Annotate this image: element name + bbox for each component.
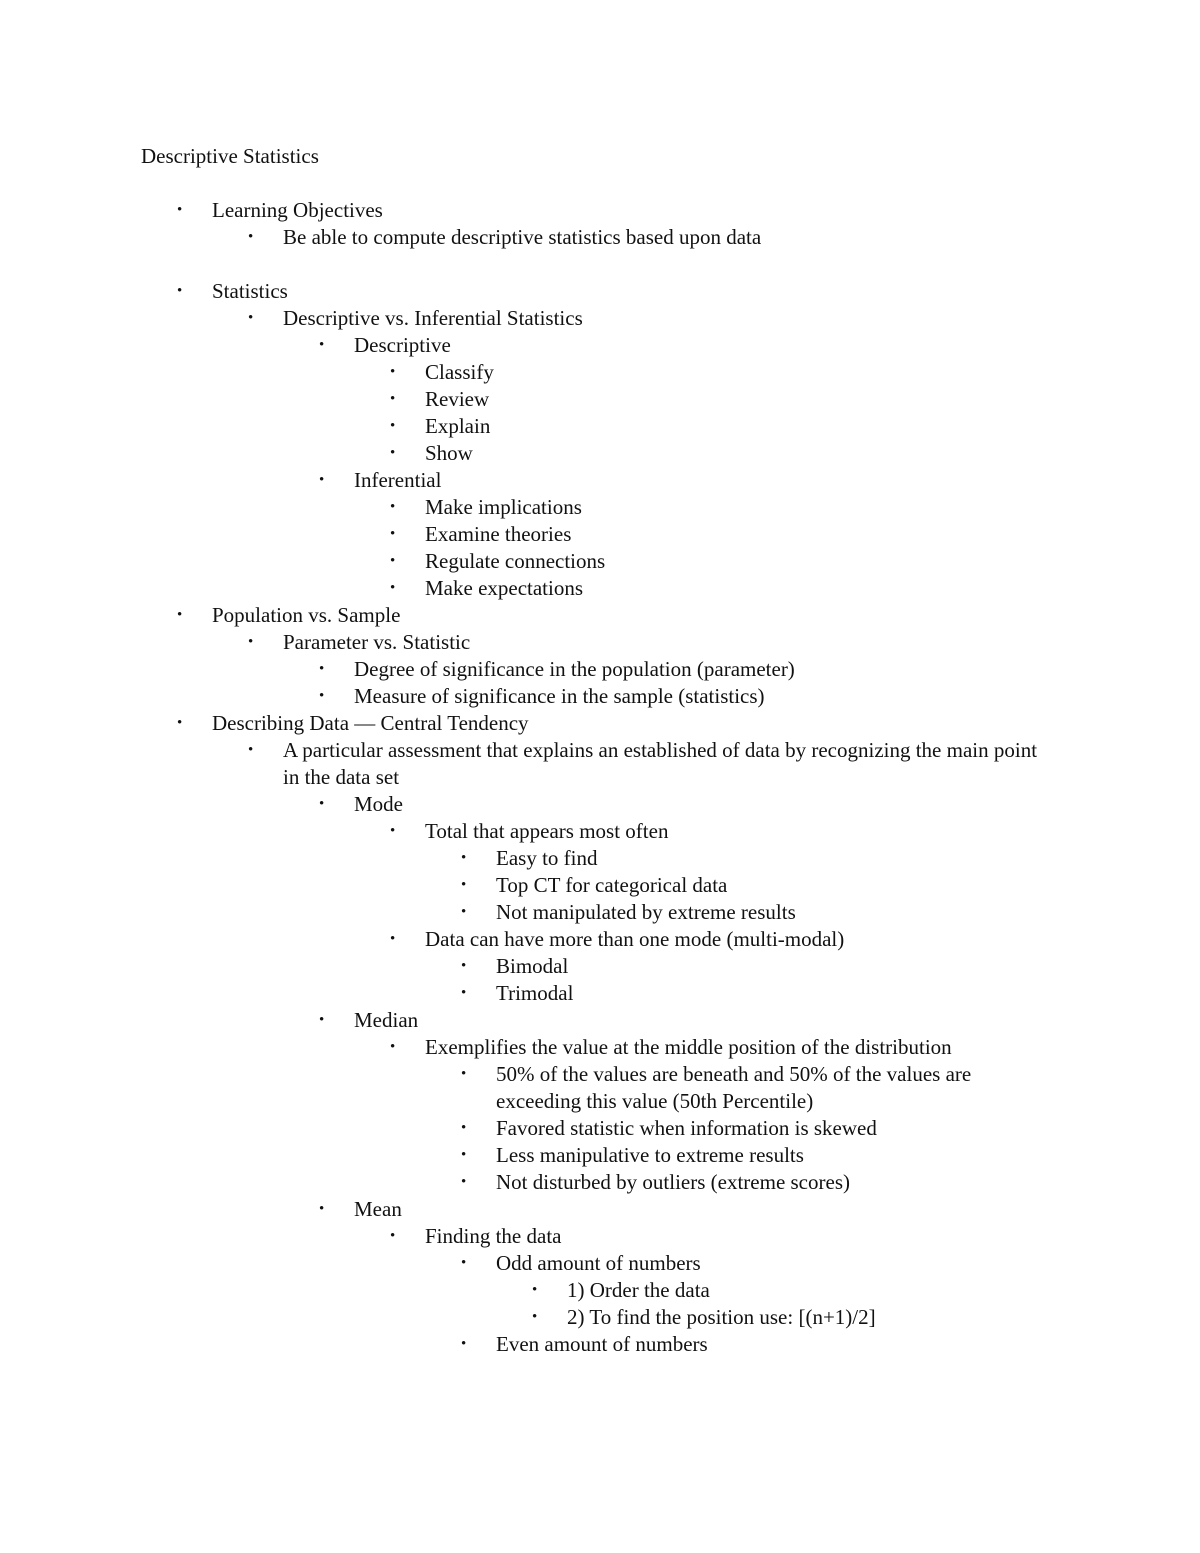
list-item-text: Top CT for categorical data: [496, 873, 728, 897]
list-item-text: Inferential: [354, 468, 442, 492]
list-item: [0, 440, 1200, 467]
list-item-text: Degree of significance in the population (parameter): [354, 657, 795, 681]
bullet-icon: •: [390, 526, 396, 542]
list-item: [0, 1250, 1200, 1277]
list-item: [0, 656, 1200, 683]
list-item-text: Parameter vs. Statistic: [283, 630, 471, 654]
list-item-text: Not disturbed by outliers (extreme scores): [496, 1170, 850, 1194]
list-item: [0, 926, 1200, 953]
list-item-text: Regulate connections: [425, 549, 606, 573]
list-item: [0, 737, 1200, 791]
list-item: [0, 224, 1200, 251]
bullet-icon: •: [461, 904, 467, 920]
list-item-text: Data can have more than one mode (multi-modal): [425, 927, 845, 951]
list-item-text: Describing Data — Central Tendency: [212, 711, 529, 735]
list-item-text: 50% of the values are beneath and 50% of the values are exceeding this value (50th Percentile): [496, 1062, 972, 1113]
list-item-text: Explain: [425, 414, 491, 438]
list-item-text: Measure of significance in the sample (statistics): [354, 684, 765, 708]
bullet-icon: •: [390, 931, 396, 947]
list-item: [0, 305, 1200, 332]
list-item-text: Trimodal: [496, 981, 574, 1005]
list-item-text: Less manipulative to extreme results: [496, 1143, 804, 1167]
list-item: [0, 1007, 1200, 1034]
list-item-text: Median: [354, 1008, 419, 1032]
bullet-icon: •: [390, 499, 396, 515]
bullet-icon: •: [390, 553, 396, 569]
bullet-icon: •: [390, 391, 396, 407]
list-item: [0, 278, 1200, 305]
bullet-icon: •: [532, 1282, 538, 1298]
list-item: [0, 1331, 1200, 1358]
list-item-text: Examine theories: [425, 522, 572, 546]
list-item-text: Mean: [354, 1197, 402, 1221]
list-item-text: Exemplifies the value at the middle position of the distribution: [425, 1035, 952, 1059]
list-item-text: Mode: [354, 792, 403, 816]
bullet-icon: •: [248, 634, 254, 650]
list-item: [0, 953, 1200, 980]
list-item: [0, 521, 1200, 548]
bullet-icon: •: [390, 580, 396, 596]
bullet-icon: •: [461, 1147, 467, 1163]
list-item: [0, 818, 1200, 845]
list-item-text: Statistics: [212, 279, 288, 303]
bullet-icon: •: [319, 1012, 325, 1028]
list-item-text: Favored statistic when information is skewed: [496, 1116, 877, 1140]
list-item: [0, 1223, 1200, 1250]
list-item: [0, 413, 1200, 440]
bullet-icon: •: [461, 1255, 467, 1271]
bullet-icon: •: [390, 364, 396, 380]
list-item-text: Total that appears most often: [425, 819, 669, 843]
list-item-text: A particular assessment that explains an established of data by recognizing the main point in the data set: [283, 738, 1038, 789]
list-item: [0, 791, 1200, 818]
list-item: [0, 980, 1200, 1007]
bullet-outline: [0, 197, 1200, 1358]
list-item-text: Descriptive: [354, 333, 451, 357]
bullet-icon: •: [319, 796, 325, 812]
bullet-icon: •: [461, 1336, 467, 1352]
bullet-icon: •: [390, 445, 396, 461]
list-item-text: Be able to compute descriptive statistics based upon data: [283, 225, 762, 249]
bullet-icon: •: [319, 337, 325, 353]
bullet-icon: •: [390, 1228, 396, 1244]
list-item-text: Easy to find: [496, 846, 598, 870]
bullet-icon: •: [461, 985, 467, 1001]
bullet-icon: •: [461, 958, 467, 974]
list-item: [0, 1061, 1200, 1115]
list-item-text: Review: [425, 387, 490, 411]
list-item: [0, 1169, 1200, 1196]
bullet-icon: •: [177, 202, 183, 218]
list-item-text: Population vs. Sample: [212, 603, 401, 627]
bullet-icon: •: [319, 661, 325, 677]
list-item-text: Finding the data: [425, 1224, 562, 1248]
list-item: [0, 467, 1200, 494]
bullet-icon: •: [461, 1066, 467, 1082]
bullet-icon: •: [461, 1120, 467, 1136]
list-item: [0, 1304, 1200, 1331]
list-item-text: Learning Objectives: [212, 198, 383, 222]
list-item: [0, 359, 1200, 386]
list-item: [0, 602, 1200, 629]
list-item: [0, 1196, 1200, 1223]
list-item: [0, 845, 1200, 872]
list-item: [0, 197, 1200, 224]
bullet-icon: •: [248, 742, 254, 758]
bullet-icon: •: [461, 850, 467, 866]
bullet-icon: •: [319, 472, 325, 488]
list-item: [0, 872, 1200, 899]
bullet-icon: •: [461, 877, 467, 893]
bullet-icon: •: [248, 229, 254, 245]
list-item-text: Bimodal: [496, 954, 569, 978]
list-item-text: Show: [425, 441, 473, 465]
list-item-text: Even amount of numbers: [496, 1332, 708, 1356]
bullet-icon: •: [461, 1174, 467, 1190]
list-item: [0, 548, 1200, 575]
bullet-icon: •: [177, 607, 183, 623]
bullet-icon: •: [319, 1201, 325, 1217]
list-item-text: 1) Order the data: [567, 1278, 710, 1302]
list-item: [0, 683, 1200, 710]
list-item: [0, 899, 1200, 926]
list-item: [0, 1277, 1200, 1304]
list-item: [0, 575, 1200, 602]
list-item: [0, 710, 1200, 737]
bullet-icon: •: [390, 1039, 396, 1055]
list-item-text: 2) To find the position use: [(n+1)/2]: [567, 1305, 876, 1329]
list-item: [0, 332, 1200, 359]
bullet-icon: •: [390, 823, 396, 839]
list-item-text: Not manipulated by extreme results: [496, 900, 796, 924]
list-item-text: Descriptive vs. Inferential Statistics: [283, 306, 583, 330]
list-item: [0, 629, 1200, 656]
list-item: [0, 386, 1200, 413]
bullet-icon: •: [532, 1309, 538, 1325]
bullet-icon: •: [390, 418, 396, 434]
list-item: [0, 1034, 1200, 1061]
list-item: [0, 1115, 1200, 1142]
bullet-icon: •: [319, 688, 325, 704]
list-item-text: Odd amount of numbers: [496, 1251, 701, 1275]
list-item-text: Make expectations: [425, 576, 584, 600]
bullet-icon: •: [177, 283, 183, 299]
bullet-icon: •: [177, 715, 183, 731]
list-item: [0, 1142, 1200, 1169]
bullet-icon: •: [248, 310, 254, 326]
document-title: Descriptive Statistics: [141, 144, 319, 168]
list-item-text: Classify: [425, 360, 494, 384]
list-item: [0, 494, 1200, 521]
list-item-text: Make implications: [425, 495, 582, 519]
